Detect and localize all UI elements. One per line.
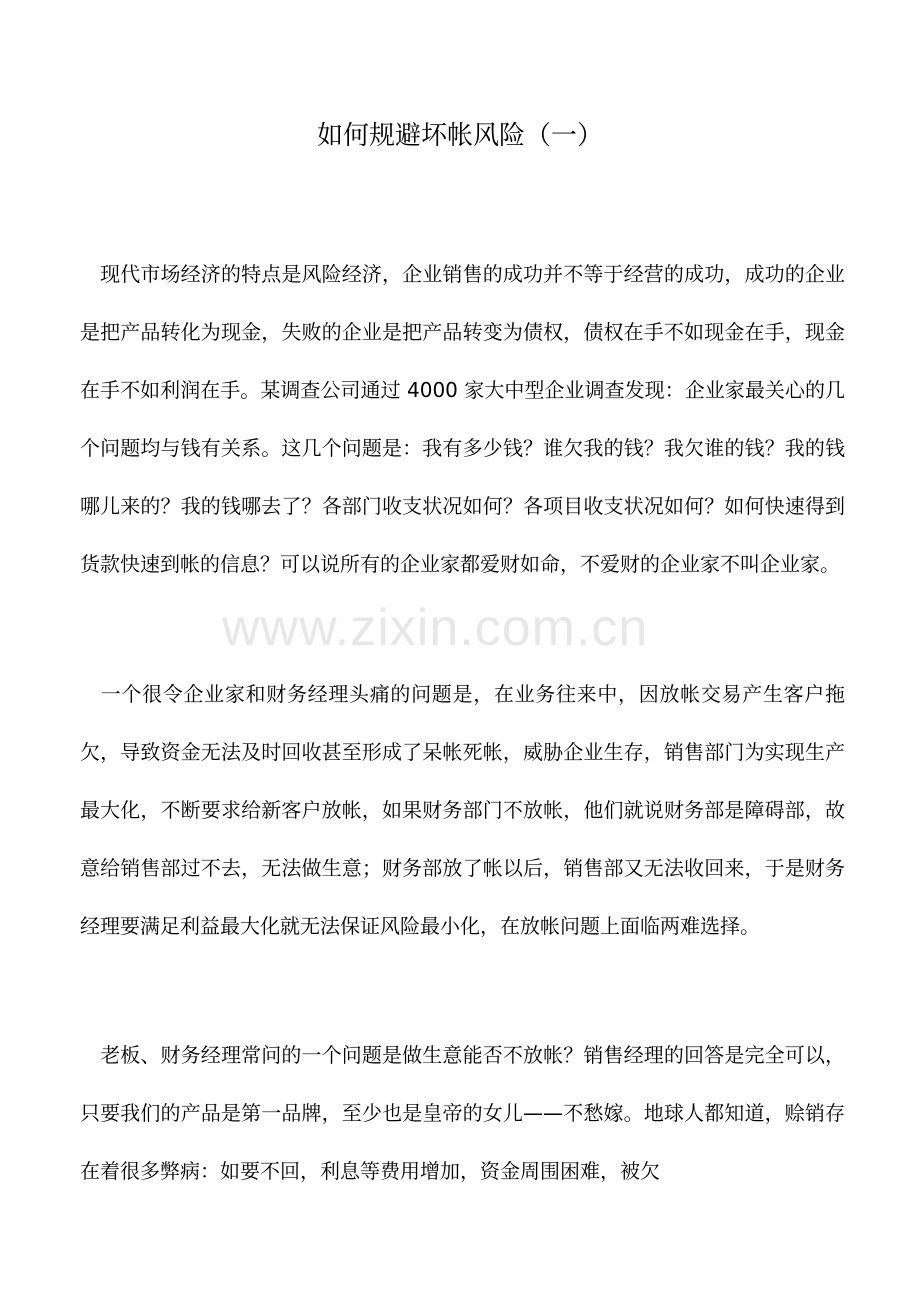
body-paragraph-1: 现代市场经济的特点是风险经济，企业销售的成功并不等于经营的成功，成功的企业是把产品转化为现金，失败的企业是把产品转变为债权，债权在手不如现金在手，现金在手不如利润在手。某调查公司通过 4000 家大中型企业调查发现：企业家最关心的几个问题均与钱有关系。这几个问题是：我有多少钱？谁欠我的钱？我欠谁的钱？我的钱哪儿来的？我的钱哪去了？各部门收支状况如何？各项目收支状况如何？如何快速得到货款快速到帐的信息？可以说所有的企业家都爱财如命，不爱财的企业家不叫企业家。 <box>80 262 845 576</box>
body-paragraph-2: 一个很令企业家和财务经理头痛的问题是，在业务往来中，因放帐交易产生客户拖欠，导致资金无法及时回收甚至形成了呆帐死帐，威胁企业生存，销售部门为实现生产最大化，不断要求给新客户放帐，如果财务部门不放帐，他们就说财务部是障碍部，故意给销售部过不去，无法做生意；财务部放了帐以后，销售部又无法收回来，于是财务经理要满足利益最大化就无法保证风险最小化，在放帐问题上面临两难选择。 <box>80 682 845 938</box>
watermark: www.zixin.com.cn <box>222 599 649 657</box>
page-title: 如何规避坏帐风险（一） <box>316 121 603 151</box>
body-paragraph-3: 老板、财务经理常问的一个问题是做生意能否不放帐？销售经理的回答是完全可以，只要我们的产品是第一品牌，至少也是皇帝的女儿——不愁嫁。地球人都知道，赊销存在着很多弊病：如要不回，利息等费用增加，资金周围困难，被欠 <box>80 1043 845 1183</box>
